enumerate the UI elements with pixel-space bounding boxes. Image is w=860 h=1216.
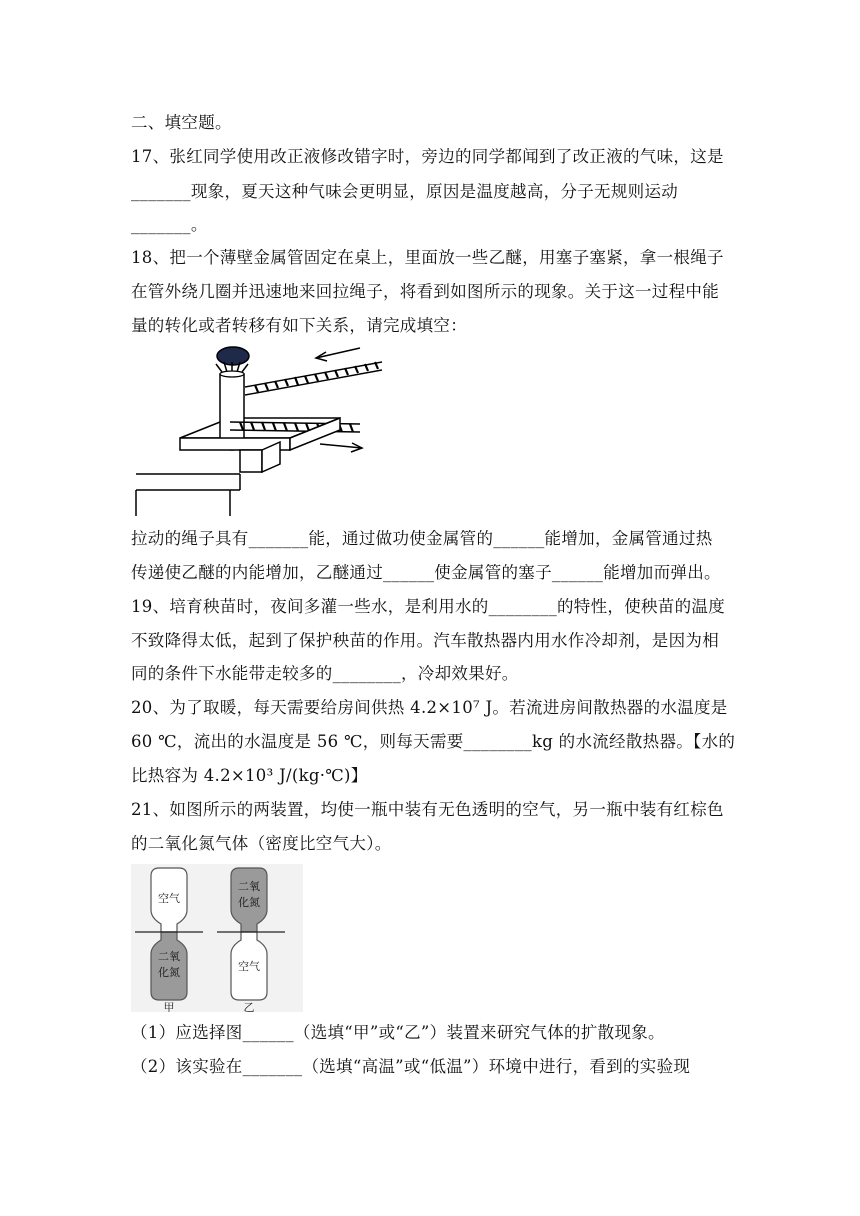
q18-line-2: 在管外绕几圈并迅速地来回拉绳子，将看到如图所示的现象。关于这一过程中能	[131, 282, 719, 301]
q19-line-1: 19、培育秧苗时，夜间多灌一些水，是利用水的________的特性，使秧苗的温度	[131, 597, 725, 616]
yi-top-label-2: 化氮	[238, 896, 260, 909]
q17-line-3: _______。	[131, 215, 208, 234]
q18-line-4: 拉动的绳子具有_______能，通过做功使金属管的______能增加，金属管通过热	[131, 529, 713, 548]
q21-sub-1: （1）应选择图______（选填“甲”或“乙”）装置来研究气体的扩散现象。	[131, 1023, 665, 1042]
q21-line-1: 21、如图所示的两装置，均使一瓶中装有无色透明的空气，另一瓶中装有红棕色	[131, 800, 724, 819]
q18-line-1: 18、把一个薄壁金属管固定在桌上，里面放一些乙醚，用塞子塞紧，拿一根绳子	[131, 248, 724, 267]
gas-diffusion-figure	[131, 864, 303, 1012]
q19-line-2: 不致降得太低，起到了保护秧苗的作用。汽车散热器内用水作冷却剂，是因为相	[131, 631, 719, 650]
q21-line-2: 的二氧化氮气体（密度比空气大）。	[131, 834, 392, 853]
q18-line-3: 量的转化或者转移有如下关系，请完成填空：	[131, 316, 467, 335]
q21-sub-2: （2）该实验在_______（选填“高温”或“低温”）环境中进行，看到的实验现	[131, 1057, 691, 1076]
yi-top-label-1: 二氧	[238, 880, 260, 893]
yi-bottom-label: 空气	[238, 960, 260, 973]
jia-bottom-label-1: 二氧	[158, 950, 180, 963]
q18-line-5: 传递使乙醚的内能增加，乙醚通过______使金属管的塞子______能增加而弹出。	[131, 563, 721, 582]
stopper-icon	[217, 347, 249, 365]
jia-caption: 甲	[163, 1001, 175, 1012]
section-title: 二、填空题。	[131, 113, 232, 132]
q19-line-3: 同的条件下水能带走较多的________，冷却效果好。	[131, 664, 519, 683]
jia-bottom-label-2: 化氮	[158, 966, 180, 979]
jia-top-label: 空气	[158, 892, 180, 905]
q17-line-1: 17、张红同学使用改正液修改错字时，旁边的同学都闻到了改正液的气味，这是	[131, 147, 724, 166]
q20-line-3: 比热容为 4.2×10³ J/(kg·℃)】	[131, 766, 368, 785]
q20-line-2: 60 ℃，流出的水温度是 56 ℃，则每天需要________kg 的水流经散热器。【水的	[131, 732, 736, 751]
yi-caption: 乙	[243, 1001, 255, 1012]
q17-line-2: _______现象，夏天这种气味会更明显，原因是温度越高，分子无规则运动	[131, 182, 679, 201]
metal-tube-rope-figure	[130, 340, 390, 516]
q20-line-1: 20、为了取暖，每天需要给房间供热 4.2×10⁷ J。若流进房间散热器的水温度是	[131, 698, 728, 717]
